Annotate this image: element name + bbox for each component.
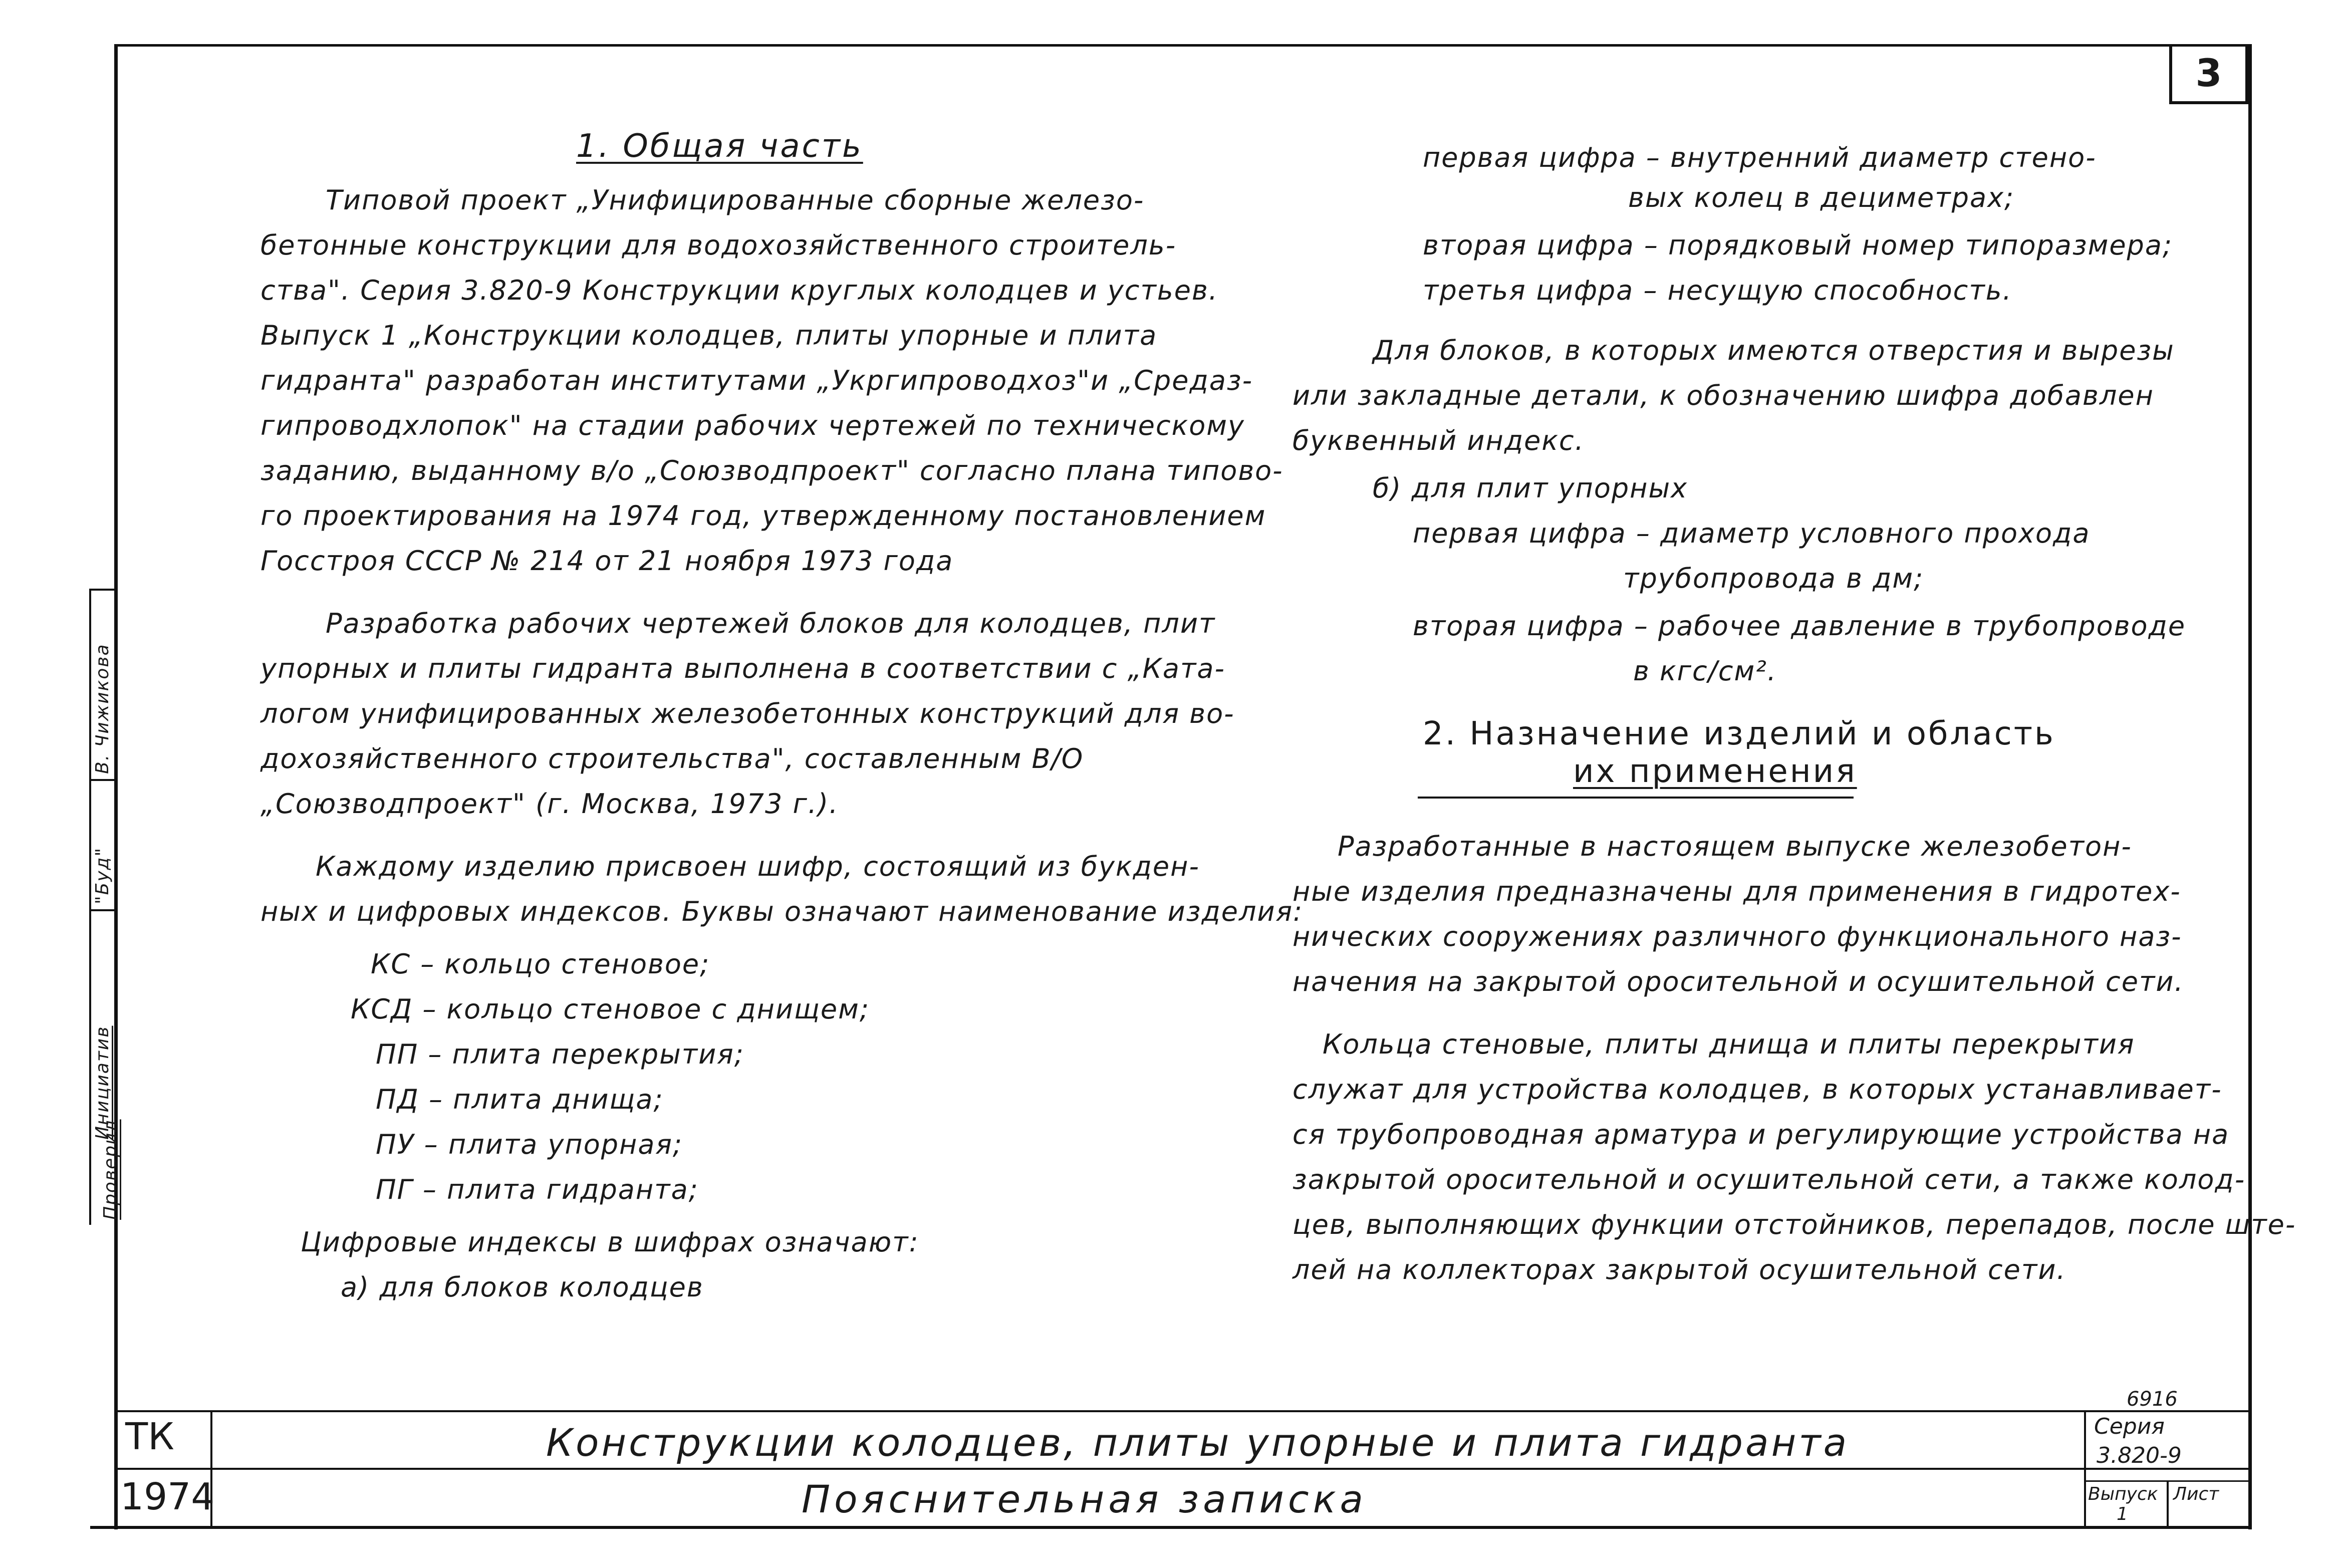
- page-number: 3: [2169, 44, 2248, 104]
- text-line: упорных и плиты гидранта выполнена в соответствии с „Ката-: [261, 653, 1226, 684]
- text-line: лей на коллекторах закрытой осушительной сети.: [1292, 1254, 2066, 1285]
- title-block-year: 1974: [120, 1475, 215, 1518]
- strip-role-initiator: Инициатив: [92, 1025, 113, 1140]
- section2-underline: [1418, 797, 1854, 799]
- text-line: цев, выполняющих функции отстойников, перепадов, после ште-: [1292, 1209, 2296, 1240]
- text-line: первая цифра – внутренний диаметр стено-: [1423, 142, 2097, 173]
- text-line: „Союзводпроект" (г. Москва, 1973 г.).: [261, 788, 839, 820]
- code-list-item: КСД – кольцо стеновое с днищем;: [351, 993, 870, 1025]
- text-line: первая цифра – диаметр условного прохода: [1413, 517, 2091, 549]
- text-line: дохозяйственного строительства", составленным В/О: [261, 743, 1084, 774]
- text-line: Выпуск 1 „Конструкции колодцев, плиты упорные и плита: [261, 320, 1158, 351]
- series-label: Серия: [2094, 1414, 2165, 1439]
- text-line: в кгс/см².: [1633, 655, 1777, 687]
- signature-strip: [89, 589, 121, 1225]
- issue-label: Выпуск: [2088, 1484, 2158, 1504]
- text-line: гипроводхлопок" на стадии рабочих чертежей по техническому: [261, 410, 1245, 441]
- strip-border: [89, 589, 91, 1225]
- text-line: Разработанные в настоящем выпуске железобетон-: [1338, 831, 2132, 862]
- strip-role-checker: Проверил: [100, 1119, 121, 1220]
- frame-right-line: [2248, 44, 2252, 1529]
- text-line: а) для блоков колодцев: [341, 1271, 704, 1303]
- text-line: вторая цифра – рабочее давление в трубопроводе: [1413, 610, 2186, 642]
- text-line: Цифровые индексы в шифрах означают:: [301, 1226, 919, 1258]
- text-line: третья цифра – несущую способность.: [1423, 275, 2012, 306]
- section2-heading: 2. Назначение изделий и область: [1423, 715, 2055, 752]
- text-line: буквенный индекс.: [1292, 425, 1585, 456]
- text-line: логом унифицированных железобетонных конструкций для во-: [261, 698, 1235, 729]
- series-value: 3.820-9: [2097, 1443, 2182, 1468]
- title-block-top-line: [118, 1410, 2248, 1412]
- strip-divider: [89, 779, 114, 781]
- frame-left-line: [114, 44, 118, 1529]
- code-list-item: ПУ – плита упорная;: [376, 1129, 683, 1160]
- text-line: заданию, выданному в/о „Союзводпроект" согласно плана типово-: [261, 455, 1283, 486]
- text-line: или закладные детали, к обозначению шифра добавлен: [1292, 380, 2154, 411]
- text-line: вых колец в дециметрах;: [1628, 182, 2015, 213]
- text-line: ства". Серия 3.820-9 Конструкции круглых колодцев и устьев.: [261, 275, 1218, 306]
- title-block-divider: [2084, 1410, 2086, 1528]
- text-line: Кольца стеновые, плиты днища и плиты перекрытия: [1323, 1028, 2135, 1060]
- sheet-label: Лист: [2173, 1484, 2219, 1504]
- title-block-divider: [2167, 1480, 2169, 1528]
- text-line: Каждому изделию присвоен шифр, состоящий из букден-: [316, 851, 1200, 882]
- text-line: нических сооружениях различного функционального наз-: [1292, 921, 2182, 952]
- section2-heading-line2: их применения: [1573, 753, 1857, 790]
- text-line: б) для плит упорных: [1373, 472, 1688, 504]
- title-block-divider: [2084, 1480, 2249, 1482]
- text-line: вторая цифра – порядковый номер типоразмера;: [1423, 229, 2173, 261]
- text-line: Типовой проект „Унифицированные сборные железо-: [326, 184, 1145, 216]
- text-line: го проектирования на 1974 год, утвержденному постановлением: [261, 500, 1266, 532]
- text-line: ные изделия предназначены для применения в гидротех-: [1292, 876, 2181, 907]
- text-line: закрытой оросительной и осушительной сети, а также колод-: [1292, 1164, 2246, 1195]
- title-block-code: ТК: [125, 1415, 174, 1458]
- text-line: ся трубопроводная арматура и регулирующие устройства на: [1292, 1119, 2230, 1150]
- text-line: бетонные конструкции для водохозяйственного строитель-: [261, 229, 1177, 261]
- text-line: гидранта" разработан институтами „Укргипроводхоз"и „Средаз-: [261, 365, 1253, 396]
- text-line: служат для устройства колодцев, в которых устанавливает-: [1292, 1074, 2222, 1105]
- text-line: Разработка рабочих чертежей блоков для колодцев, плит: [326, 608, 1216, 639]
- document-number: 6916: [2127, 1388, 2178, 1411]
- code-list-item: ПП – плита перекрытия;: [376, 1038, 744, 1070]
- frame-bottom-line: [90, 1526, 2252, 1529]
- strip-divider: [89, 589, 114, 591]
- title-block-title: Конструкции колодцев, плиты упорные и плита гидранта: [546, 1420, 1850, 1465]
- text-line: трубопровода в дм;: [1623, 563, 1924, 594]
- section1-heading: 1. Общая часть: [576, 128, 863, 165]
- title-block-mid-line: [118, 1468, 2248, 1470]
- code-list-item: ПГ – плита гидранта;: [376, 1174, 699, 1205]
- frame-top-line: [114, 44, 2252, 47]
- text-line: ных и цифровых индексов. Буквы означают наименование изделия:: [261, 896, 1304, 927]
- code-list-item: КС – кольцо стеновое;: [371, 948, 710, 980]
- text-line: Для блоков, в которых имеются отверстия и вырезы: [1373, 335, 2175, 366]
- strip-name: В. Чижикова: [92, 643, 113, 774]
- strip-divider: [89, 909, 114, 911]
- issue-value: 1: [2117, 1504, 2128, 1524]
- text-line: начения на закрытой оросительной и осушительной сети.: [1292, 966, 2184, 997]
- strip-signature: "Буд": [92, 847, 113, 904]
- text-line: Госстроя СССР № 214 от 21 ноября 1973 года: [261, 545, 954, 577]
- code-list-item: ПД – плита днища;: [376, 1084, 664, 1115]
- title-block-subtitle: Пояснительная записка: [802, 1477, 1368, 1521]
